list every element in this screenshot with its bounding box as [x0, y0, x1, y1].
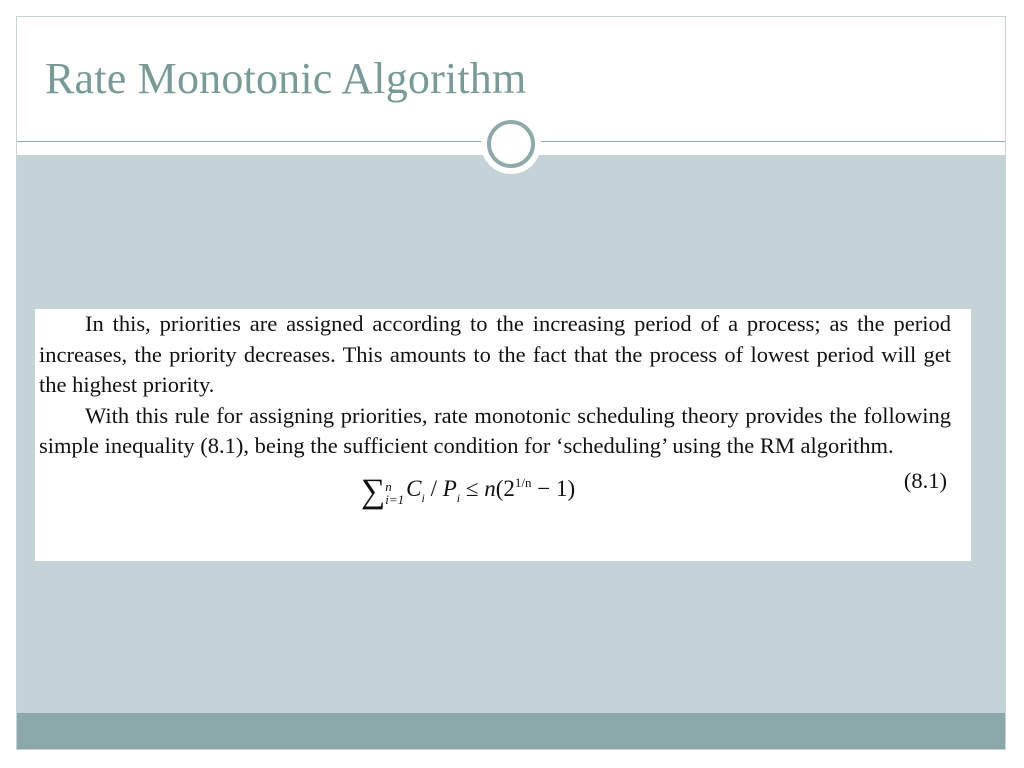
sum-limits [385, 480, 404, 506]
circle-ornament-icon [481, 114, 541, 174]
division-slash: / [424, 475, 443, 501]
rm-inequality-formula [361, 468, 575, 514]
equation-number: (8.1) [903, 467, 947, 493]
exponent: 1/n [514, 474, 532, 490]
term-c-subscript: i [421, 490, 425, 505]
formula-row [39, 466, 951, 516]
text-excerpt-image [35, 309, 971, 561]
paragraph-1: In this, priorities are assigned according to the increasing period of a process; as the period increases, the priority decreases. This amounts to the fact that the process of lowest period will get the highest priority. [39, 311, 951, 397]
circle-ring-icon [487, 120, 535, 168]
sigma-symbol: ∑ [361, 472, 386, 510]
open-paren: (2 [495, 475, 515, 501]
close-paren: − 1) [531, 475, 576, 501]
paragraph-2: With this rule for assigning priorities, rate monotonic scheduling theory provides the following simple inequality (8.1), being the sufficient condition for ‘scheduling’ using the RM algorithm. [39, 402, 951, 458]
term-n: n [484, 475, 496, 501]
term-p: P [442, 475, 457, 501]
relation-symbol: ≤ [460, 475, 485, 501]
slide [16, 16, 1006, 750]
sum-upper-limit: n [385, 478, 392, 494]
slide-title: Rate Monotonic Algorithm [45, 54, 527, 103]
sum-lower-limit: i=1 [385, 491, 405, 507]
footer-bar [17, 713, 1005, 749]
term-c: C [406, 475, 422, 501]
term-p-subscript: i [456, 490, 461, 505]
